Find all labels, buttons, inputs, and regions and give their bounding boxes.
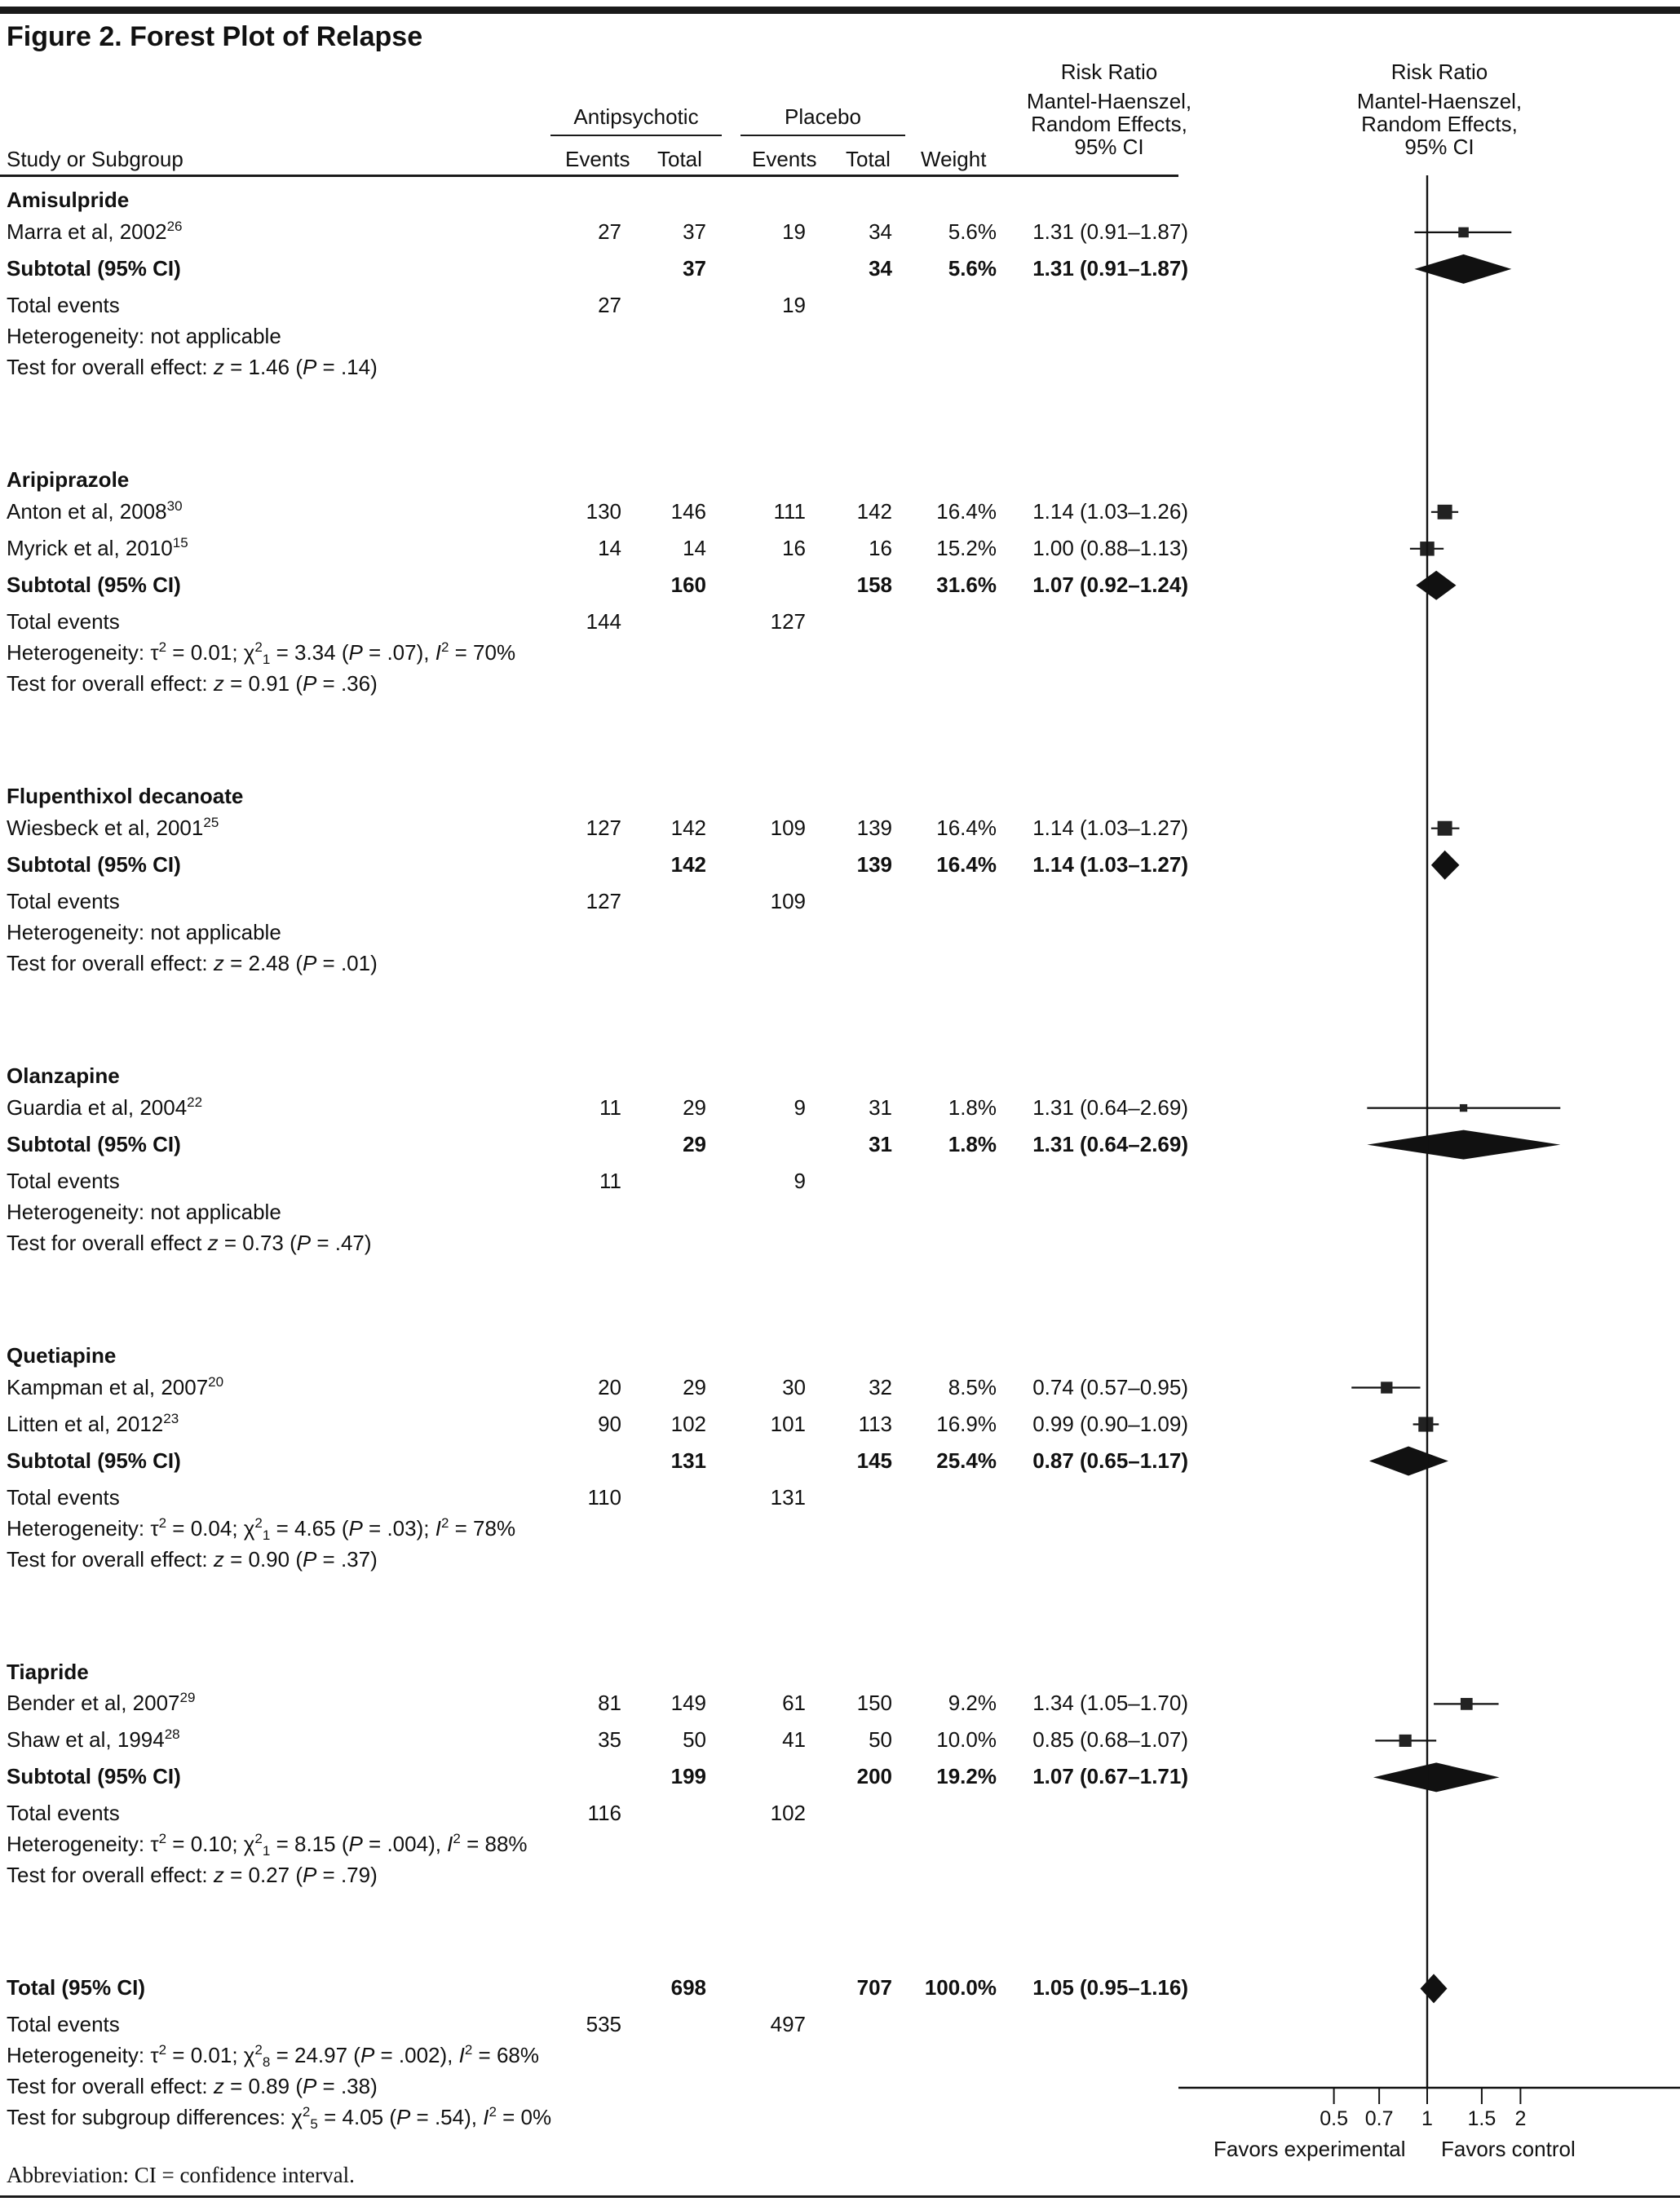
study-label: Shaw et al, 1994$^{28}$ [7, 1726, 180, 1753]
total-antipsychotic: 142 [670, 851, 706, 877]
total-placebo: 31 [869, 1094, 892, 1120]
subtotal-label: Subtotal (95% CI) [7, 851, 181, 877]
study-label: Wiesbeck et al, 2001$^{25}$ [7, 814, 219, 840]
rr-ci-numeric: 95% CI [1074, 135, 1144, 159]
x-tick-label: 2 [1514, 2107, 1527, 2130]
total-antipsychotic: 102 [670, 1411, 706, 1436]
header-placebo: Placebo [785, 104, 861, 129]
rr-title-graph: Risk Ratio [1390, 60, 1488, 84]
summary-text: Total events [7, 1801, 120, 1826]
total-placebo: 150 [856, 1691, 892, 1716]
total-antipsychotic: 14 [683, 535, 706, 560]
weight-value: 16.9% [936, 1411, 997, 1436]
study-label: Bender et al, 2007$^{29}$ [7, 1690, 196, 1716]
total-placebo: 158 [856, 572, 892, 597]
weight-value: 5.6% [948, 219, 997, 244]
summary-text: Test for overall effect: z = 0.90 (P = .37) [7, 1546, 378, 1572]
subgroup-heading: Aripiprazole [7, 466, 130, 492]
events-placebo: 101 [770, 1411, 806, 1436]
weight-value: 100.0% [924, 1975, 997, 2000]
weight-value: 10.0% [936, 1727, 997, 1753]
risk-ratio-value: 1.31 (0.91–1.87) [1032, 255, 1188, 281]
subtotal-label: Subtotal (95% CI) [7, 1131, 181, 1156]
total-antipsychotic: 160 [670, 572, 706, 597]
risk-ratio-value: 1.31 (0.91–1.87) [1032, 219, 1188, 244]
events-antipsychotic: 144 [586, 608, 621, 634]
x-tick-label: 1 [1421, 2107, 1433, 2130]
weight-value: 16.4% [936, 498, 997, 524]
total-antipsychotic: 37 [683, 219, 706, 244]
weight-value: 8.5% [948, 1374, 997, 1399]
summary-text: Total events [7, 1484, 120, 1510]
risk-ratio-value: 0.87 (0.65–1.17) [1032, 1448, 1188, 1473]
events-antipsychotic: 11 [599, 1168, 621, 1193]
summary-text: Test for overall effect: z = 1.46 (P = .14) [7, 354, 378, 379]
risk-ratio-value: 1.07 (0.67–1.71) [1032, 1764, 1188, 1789]
total-antipsychotic: 37 [683, 255, 706, 281]
weight-value: 19.2% [936, 1764, 997, 1789]
events-placebo: 127 [770, 608, 806, 634]
study-label: Anton et al, 2008$^{30}$ [7, 497, 183, 524]
risk-ratio-value: 1.07 (0.92–1.24) [1032, 572, 1188, 597]
weight-value: 5.6% [948, 255, 997, 281]
events-placebo: 16 [782, 535, 806, 560]
weight-value: 15.2% [936, 535, 997, 560]
rr-title-numeric: Risk Ratio [1060, 60, 1158, 84]
summary-text: Test for overall effect z = 0.73 (P = .47) [7, 1230, 372, 1255]
x-tick-label: 1.5 [1467, 2107, 1497, 2130]
summary-text: Heterogeneity: $\tau^2 = 0.01$; $\chi^2_8 = 24.97$ (P = .002), $I^2 = 68\%$ [7, 2042, 539, 2071]
subtotal-label: Subtotal (95% CI) [7, 255, 181, 281]
events-antipsychotic: 35 [598, 1727, 621, 1753]
favors-control-label: Favors control [1441, 2137, 1576, 2161]
summary-text: Total events [7, 292, 120, 317]
summary-text: Heterogeneity: not applicable [7, 1199, 281, 1224]
events-placebo: 30 [782, 1374, 806, 1399]
summary-text: Total events [7, 2012, 120, 2037]
x-tick-label: 0.5 [1320, 2107, 1348, 2130]
header-total-antipsychotic: Total [657, 147, 702, 171]
total-antipsychotic: 131 [670, 1448, 706, 1473]
subgroup-heading: Quetiapine [7, 1342, 117, 1368]
weight-value: 25.4% [936, 1448, 997, 1473]
risk-ratio-value: 1.31 (0.64–2.69) [1032, 1131, 1188, 1156]
events-placebo: 61 [782, 1691, 806, 1716]
risk-ratio-value: 0.74 (0.57–0.95) [1032, 1374, 1188, 1399]
rr-ci-graph: 95% CI [1404, 135, 1474, 159]
events-placebo: 111 [773, 498, 806, 524]
total-placebo: 50 [869, 1727, 892, 1753]
risk-ratio-value: 1.14 (1.03–1.27) [1032, 851, 1188, 877]
rr-effects-numeric: Random Effects, [1031, 112, 1187, 136]
total-placebo: 145 [856, 1448, 892, 1473]
weight-value: 16.4% [936, 815, 997, 840]
total-placebo: 139 [856, 815, 892, 840]
total-placebo: 139 [856, 851, 892, 877]
events-antipsychotic: 127 [586, 815, 621, 840]
total-placebo: 31 [869, 1131, 892, 1156]
study-label: Litten et al, 2012$^{23}$ [7, 1410, 179, 1436]
total-antipsychotic: 29 [683, 1094, 706, 1120]
summary-text: Total events [7, 1168, 120, 1193]
total-antipsychotic: 50 [683, 1727, 706, 1753]
weight-value: 16.4% [936, 851, 997, 877]
total-placebo: 200 [856, 1764, 892, 1789]
risk-ratio-value: 1.31 (0.64–2.69) [1032, 1094, 1188, 1120]
events-antipsychotic: 127 [586, 888, 621, 913]
study-label: Myrick et al, 2010$^{15}$ [7, 534, 188, 560]
total-placebo: 34 [869, 255, 892, 281]
weight-value: 9.2% [948, 1691, 997, 1716]
subgroup-heading: Amisulpride [7, 188, 130, 212]
favors-experimental-label: Favors experimental [1214, 2137, 1406, 2161]
events-antipsychotic: 90 [598, 1411, 621, 1436]
events-antipsychotic: 27 [598, 219, 621, 244]
x-tick-label: 0.7 [1364, 2107, 1394, 2130]
events-antipsychotic: 20 [598, 1374, 621, 1399]
risk-ratio-value: 0.85 (0.68–1.07) [1032, 1727, 1188, 1753]
summary-text: Test for overall effect: z = 0.91 (P = .36) [7, 670, 378, 696]
rr-method-graph: Mantel-Haenszel, [1356, 89, 1523, 113]
header-events-placebo: Events [752, 147, 817, 171]
events-placebo: 497 [770, 2012, 806, 2037]
summary-text: Test for overall effect: z = 0.89 (P = .38) [7, 2074, 378, 2099]
header-weight: Weight [921, 147, 987, 171]
summary-text: Heterogeneity: $\tau^2 = 0.01$; $\chi^2_1 = 3.34$ (P = .07), $I^2 = 70\%$ [7, 639, 516, 667]
study-label: Marra et al, 2002$^{26}$ [7, 218, 183, 244]
study-label: Guardia et al, 2004$^{22}$ [7, 1094, 203, 1120]
total-antipsychotic: 142 [670, 815, 706, 840]
subgroup-heading: Flupenthixol decanoate [7, 783, 244, 808]
total-antipsychotic: 199 [670, 1764, 706, 1789]
total-antipsychotic: 29 [683, 1131, 706, 1156]
summary-text: Heterogeneity: $\tau^2 = 0.10$; $\chi^2_1 = 8.15$ (P = .004), $I^2 = 88\%$ [7, 1831, 528, 1859]
events-antipsychotic: 27 [598, 292, 621, 317]
total-placebo: 16 [869, 535, 892, 560]
events-placebo: 19 [782, 219, 806, 244]
events-placebo: 109 [770, 815, 806, 840]
rr-effects-graph: Random Effects, [1361, 112, 1518, 136]
subgroup-heading: Olanzapine [7, 1063, 120, 1088]
risk-ratio-value: 0.99 (0.90–1.09) [1032, 1411, 1188, 1436]
events-antipsychotic: 81 [598, 1691, 621, 1716]
header-total-placebo: Total [846, 147, 891, 171]
events-antipsychotic: 14 [598, 535, 621, 560]
summary-text: Total events [7, 888, 120, 913]
total-antipsychotic: 29 [683, 1374, 706, 1399]
summary-text: Heterogeneity: $\tau^2 = 0.04$; $\chi^2_1 = 4.65$ (P = .03); $I^2 = 78\%$ [7, 1514, 516, 1543]
summary-text: Test for overall effect: z = 2.48 (P = .01) [7, 950, 378, 975]
risk-ratio-value: 1.14 (1.03–1.27) [1032, 815, 1188, 840]
events-antipsychotic: 110 [587, 1484, 621, 1510]
total-antipsychotic: 146 [670, 498, 706, 524]
summary-text: Heterogeneity: not applicable [7, 919, 281, 944]
events-placebo: 109 [770, 888, 806, 913]
weight-value: 31.6% [936, 572, 997, 597]
events-antipsychotic: 116 [587, 1801, 621, 1826]
abbreviation-note: Abbreviation: CI = confidence interval. [7, 2163, 355, 2187]
total-placebo: 34 [869, 219, 892, 244]
summary-text: Test for subgroup differences: $\chi^2_5 = 4.05$ (P = .54), $I^2 = 0\%$ [7, 2104, 552, 2133]
events-placebo: 41 [782, 1727, 806, 1753]
subtotal-label: Subtotal (95% CI) [7, 572, 181, 597]
total-placebo: 113 [858, 1411, 892, 1436]
events-placebo: 9 [794, 1168, 806, 1193]
overall-total-label: Total (95% CI) [7, 1975, 145, 2000]
total-placebo: 142 [856, 498, 892, 524]
bottom-rule [0, 2195, 1680, 2198]
events-placebo: 9 [794, 1094, 806, 1120]
total-antipsychotic: 149 [670, 1691, 706, 1716]
weight-value: 1.8% [948, 1131, 997, 1156]
total-antipsychotic: 698 [670, 1975, 706, 2000]
risk-ratio-value: 1.00 (0.88–1.13) [1032, 535, 1188, 560]
risk-ratio-value: 1.34 (1.05–1.70) [1032, 1691, 1188, 1716]
events-antipsychotic: 11 [599, 1094, 621, 1120]
header-antipsychotic: Antipsychotic [573, 104, 699, 129]
total-placebo: 707 [856, 1975, 892, 2000]
subtotal-label: Subtotal (95% CI) [7, 1448, 181, 1473]
rr-method-numeric: Mantel-Haenszel, [1026, 89, 1192, 113]
summary-text: Total events [7, 608, 120, 634]
subtotal-label: Subtotal (95% CI) [7, 1764, 181, 1789]
study-label: Kampman et al, 2007$^{20}$ [7, 1373, 224, 1399]
subgroup-heading: Tiapride [7, 1659, 89, 1684]
header-events-antipsychotic: Events [565, 147, 630, 171]
header-study-or-subgroup: Study or Subgroup [7, 147, 183, 171]
figure-title: Figure 2. Forest Plot of Relapse [7, 21, 423, 52]
events-placebo: 102 [770, 1801, 806, 1826]
weight-value: 1.8% [948, 1094, 997, 1120]
risk-ratio-value: 1.14 (1.03–1.26) [1032, 498, 1188, 524]
events-placebo: 19 [782, 292, 806, 317]
summary-text: Test for overall effect: z = 0.27 (P = .79) [7, 1863, 378, 1888]
risk-ratio-value: 1.05 (0.95–1.16) [1032, 1975, 1188, 2000]
summary-text: Heterogeneity: not applicable [7, 323, 281, 348]
total-placebo: 32 [869, 1374, 892, 1399]
events-antipsychotic: 130 [586, 498, 621, 524]
events-antipsychotic: 535 [586, 2012, 621, 2037]
events-placebo: 131 [770, 1484, 806, 1510]
